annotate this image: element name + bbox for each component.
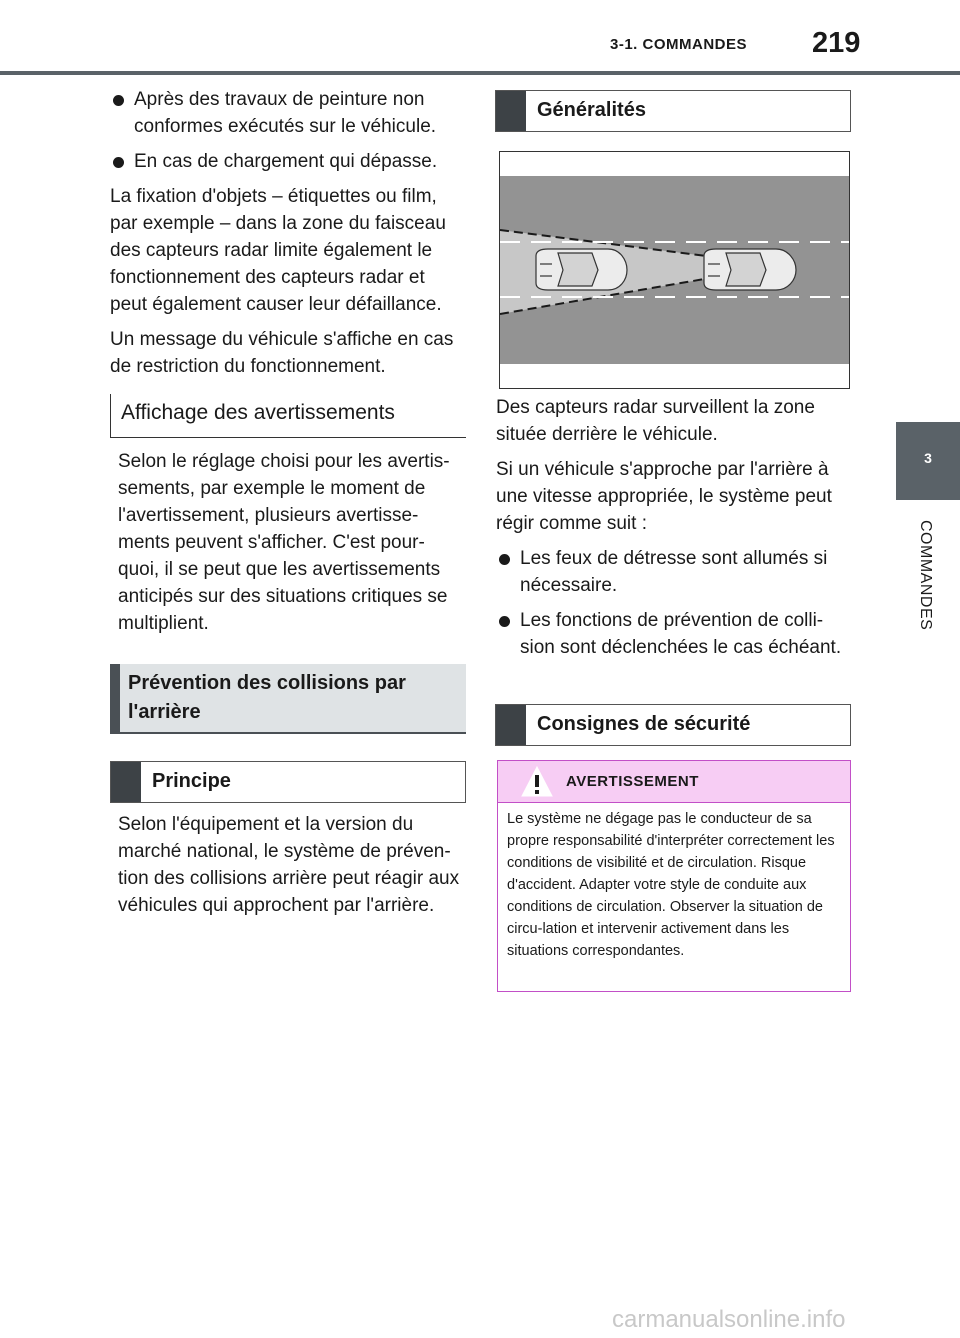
box-heading-text: Consignes de sécurité	[537, 713, 751, 735]
header-section-title: 3-1. COMMANDES	[610, 36, 748, 53]
warning-header	[498, 761, 850, 803]
warning-title: AVERTISSEMENT	[566, 773, 699, 790]
car-icon	[704, 249, 796, 290]
chapter-label: COMMANDES	[917, 520, 934, 631]
radar-figure-svg	[500, 152, 850, 389]
left-column-top	[110, 86, 466, 388]
paragraph: Si un véhicule s'approche par l'arrière à une vitesse appropriée, le système peut régir comme suit :	[496, 459, 832, 534]
section-heading-line: Prévention des collisions par	[128, 672, 406, 694]
box-heading-text: Principe	[152, 770, 231, 792]
bullet-item	[496, 545, 852, 599]
page-number: 219	[812, 27, 861, 59]
subheading-warnings: Affichage des avertissements	[110, 394, 466, 438]
heading-bar	[496, 705, 526, 745]
bullet-text: Après des travaux de peinture non conformes exécutés sur le véhicule.	[134, 89, 437, 137]
bullet-text: En cas de chargement qui dépasse.	[134, 151, 438, 172]
bullet-dot-icon	[499, 616, 510, 627]
warning-box	[497, 760, 851, 992]
bullet-dot-icon	[113, 157, 124, 168]
bullet-item	[496, 607, 852, 661]
bullet-item	[110, 148, 466, 175]
bullet-text: Les fonctions de prévention de colli-sion sont déclenchées le cas échéant.	[520, 610, 842, 658]
box-heading-safety	[495, 704, 851, 746]
section-heading-rear-collision	[110, 664, 466, 734]
paragraph-warnings: Selon le réglage choisi pour les avertis-sements, par exemple le moment de l'avertissement, plusieurs avertisse-ments peuvent s'afficher. C'est pour-quoi, il se peut que les avertissements anticipés sur des situations critiques se multiplient.	[118, 451, 450, 634]
radar-zone-illustration	[499, 151, 850, 389]
chapter-tab: 3	[896, 422, 960, 500]
box-heading-text: Généralités	[537, 99, 646, 121]
car-icon	[536, 249, 627, 290]
paragraph: Un message du véhicule s'affiche en cas de restriction du fonctionnement.	[110, 329, 454, 377]
paragraph-principe: Selon l'équipement et la version du marché national, le système de préven-tion des collisions arrière peut réagir aux véhicules qui approchent par l'arrière.	[118, 814, 460, 916]
header-rule	[0, 71, 960, 75]
paragraph: Des capteurs radar surveillent la zone située derrière le véhicule.	[496, 397, 815, 445]
warning-text: Le système ne dégage pas le conducteur de sa propre responsabilité d'interpréter correctement les conditions de visibilité et de circulation. Risque d'accident. Adapter votre style de conduite aux conditions de circulation. Observer la situation de circu-lation et intervenir activement dans les situations correspondantes.	[507, 811, 835, 959]
bullet-text: Les feux de détresse sont allumés si nécessaire.	[520, 548, 828, 596]
bullet-dot-icon	[499, 554, 510, 565]
heading-bar	[496, 91, 526, 131]
box-heading-principe	[110, 761, 466, 803]
right-column-text	[496, 394, 852, 669]
heading-bar	[111, 762, 141, 802]
bullet-item	[110, 86, 466, 140]
bullet-dot-icon	[113, 95, 124, 106]
warning-triangle-icon	[520, 765, 554, 799]
box-heading-generalites	[495, 90, 851, 132]
watermark: carmanualsonline.info	[612, 1306, 846, 1333]
paragraph: La fixation d'objets – étiquettes ou film, par exemple – dans la zone du faisceau des capteurs radar limite également le fonctionnement des capteurs radar et peut également causer leur défaillance.	[110, 186, 446, 315]
section-heading-line: l'arrière	[128, 701, 201, 723]
